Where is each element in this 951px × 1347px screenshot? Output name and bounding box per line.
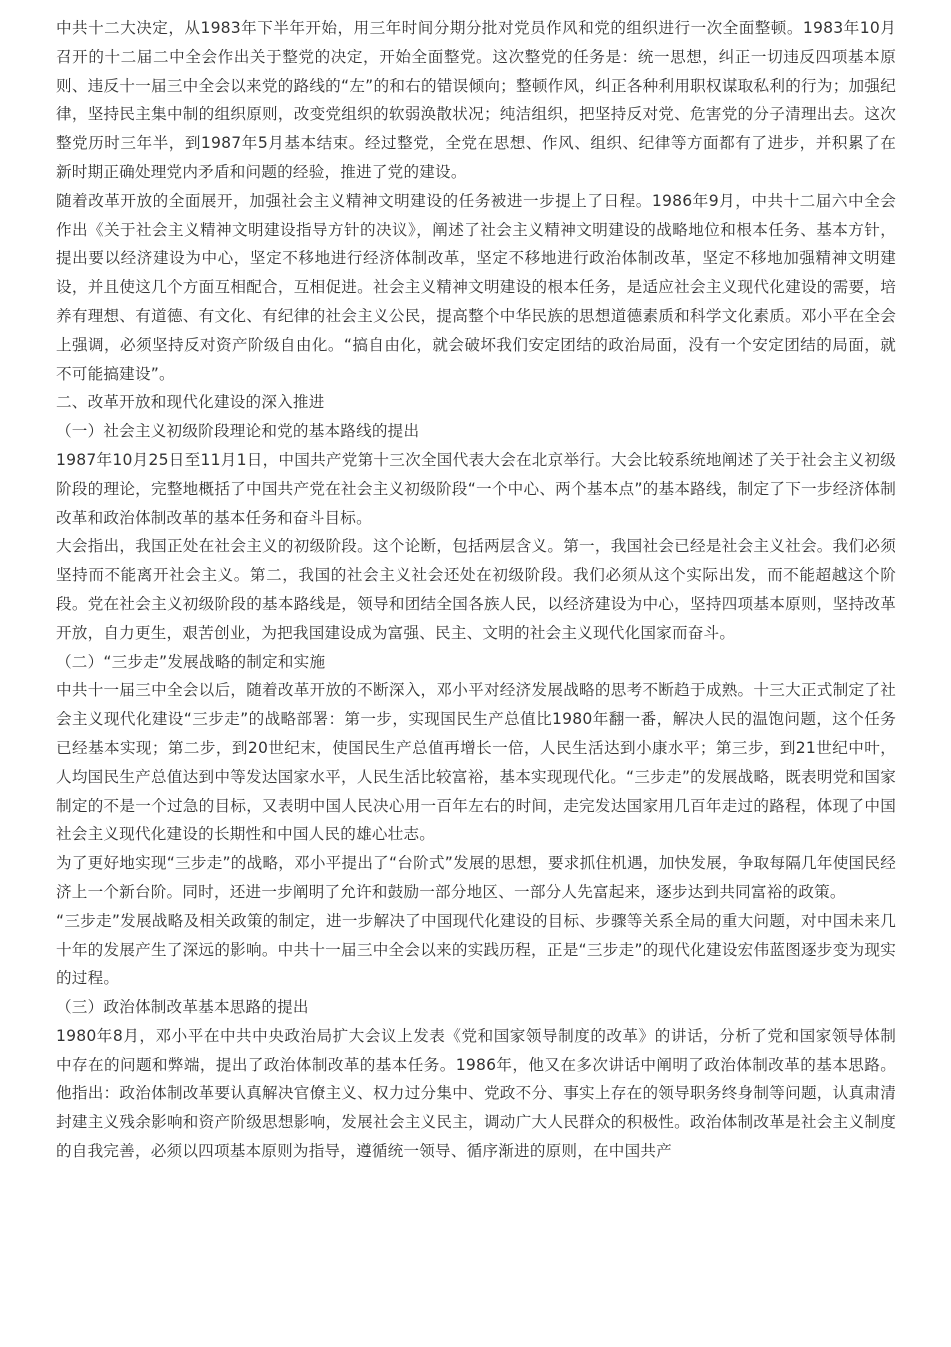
paragraph-spiritual-civilization: 随着改革开放的全面展开，加强社会主义精神文明建设的任务被进一步提上了日程。1986年9月，中共十二届六中全会作出《关于社会主义精神文明建设指导方针的决议》，阐述了社会主义精神文明建设的战略地位和根本任务、基本方针，提出要以经济建设为中心，坚定不移地进行经济体制改革，坚定不移地进行政治体制改革，坚定不移地加强精神文明建设，并且使这几个方面互相配合，互相促进。社会主义精神文明建设的根本任务，是适应社会主义现代化建设的需要，培养有理想、有道德、有文化、有纪律的社会主义公民，提高整个中华民族的思想道德素质和科学文化素质。邓小平在全会上强调，必须坚持反对资产阶级自由化。“搞自由化，就会破坏我们安定团结的政治局面，没有一个安定团结的局面，就不可能搞建设”。 — [56, 191, 896, 383]
paragraph-13th-congress: 1987年10月25日至11月1日，中国共产党第十三次全国代表大会在北京举行。大会比较系统地阐述了关于社会主义初级阶段的理论，完整地概括了中国共产党在社会主义初级阶段“一个中心、两个基本点”的基本路线，制定了下一步经济体制改革和政治体制改革的基本任务和奋斗目标。 — [56, 450, 896, 527]
paragraph-party-rectification: 中共十二大决定，从1983年下半年开始，用三年时间分期分批对党员作风和党的组织进行一次全面整顿。1983年10月召开的十二届二中全会作出关于整党的决定，开始全面整党。这次整党的任务是：统一思想，纠正一切违反四项基本原则、违反十一届三中全会以来党的路线的“左”的和右的错误倾向；整顿作风，纠正各种利用职权谋取私利的行为；加强纪律，坚持民主集中制的组织原则，改变党组织的软弱涣散状况；纯洁组织，把坚持反对党、危害党的分子清理出去。这次整党历时三年半，到1987年5月基本结束。经过整党，全党在思想、作风、组织、纪律等方面都有了进步，并积累了在新时期正确处理党内矛盾和问题的经验，推进了党的建设。 — [56, 19, 896, 181]
subsection-heading-1: （一）社会主义初级阶段理论和党的基本路线的提出 — [56, 422, 420, 441]
paragraph-stepwise-development: 为了更好地实现“三步走”的战略，邓小平提出了“台阶式”发展的思想，要求抓住机遇，加快发展，争取每隔几年使国民经济上一个新台阶。同时，还进一步阐明了允许和鼓励一部分地区、一部分人先富起来，逐步达到共同富裕的政策。 — [56, 854, 896, 901]
paragraph-primary-stage: 大会指出，我国正处在社会主义的初级阶段。这个论断，包括两层含义。第一，我国社会已经是社会主义社会。我们必须坚持而不能离开社会主义。第二，我国的社会主义社会还处在初级阶段。我们必须从这个实际出发，而不能超越这个阶段。党在社会主义初级阶段的基本路线是，领导和团结全国各族人民，以经济建设为中心，坚持四项基本原则，坚持改革开放，自力更生，艰苦创业，为把我国建设成为富强、民主、文明的社会主义现代化国家而奋斗。 — [56, 537, 896, 642]
subsection-heading-2: （二）“三步走”发展战略的制定和实施 — [56, 652, 326, 671]
subsection-heading-3: （三）政治体制改革基本思路的提出 — [56, 998, 309, 1017]
paragraph-three-step-strategy: 中共十一届三中全会以后，随着改革开放的不断深入，邓小平对经济发展战略的思考不断趋于成熟。十三大正式制定了社会主义现代化建设“三步走”的战略部署：第一步，实现国民生产总值比1980年翻一番，解决人民的温饱问题，这个任务已经基本实现；第二步，到20世纪末，使国民生产总值再增长一倍，人民生活达到小康水平；第三步，到21世纪中叶，人均国民生产总值达到中等发达国家水平，人民生活比较富裕，基本实现现代化。“三步走”的发展战略，既表明党和国家制定的不是一个过急的目标，又表明中国人民决心用一百年左右的时间，走完发达国家用几百年走过的路程，体现了中国社会主义现代化建设的长期性和中国人民的雄心壮志。 — [56, 681, 896, 844]
section-heading-2: 二、改革开放和现代化建设的深入推进 — [56, 393, 325, 412]
paragraph-political-reform: 1980年8月，邓小平在中共中央政治局扩大会议上发表《党和国家领导制度的改革》的讲话，分析了党和国家领导体制中存在的问题和弊端，提出了政治体制改革的基本任务。1986年，他又在多次讲话中阐明了政治体制改革的基本思路。他指出：政治体制改革要认真解决官僚主义、权力过分集中、党政不分、事实上存在的领导职务终身制等问题，认真肃清封建主义残余影响和资产阶级思想影响，发展社会主义民主，调动广大人民群众的积极性。政治体制改革是社会主义制度的自我完善，必须以四项基本原则为指导，遵循统一领导、循序渐进的原则，在中国共产 — [56, 1026, 896, 1161]
paragraph-strategy-impact: “三步走”发展战略及相关政策的制定，进一步解决了中国现代化建设的目标、步骤等关系全局的重大问题，对中国未来几十年的发展产生了深远的影响。中共十一届三中全会以来的实践历程，正是“三步走”的现代化建设宏伟蓝图逐步变为现实的过程。 — [56, 911, 896, 988]
